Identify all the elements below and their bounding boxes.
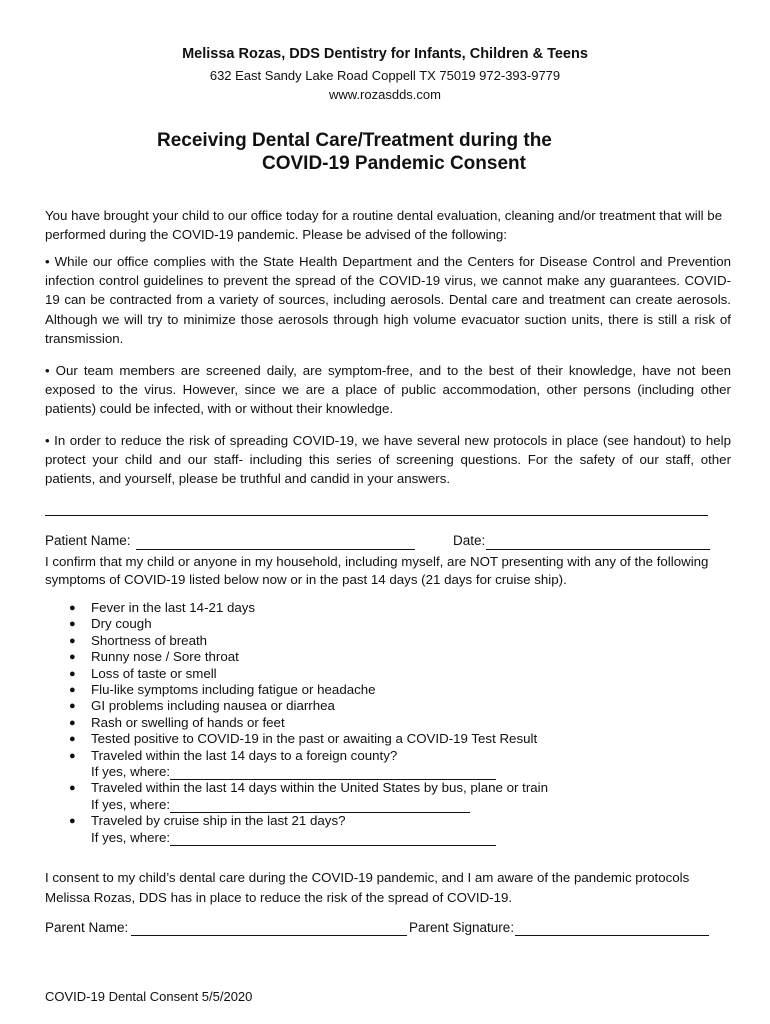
list-item: ● Flu-like symptoms including fatigue or headache [69, 682, 376, 698]
list-item: ● Dry cough [69, 616, 152, 632]
practice-website: www.rozasdds.com [329, 87, 441, 102]
date-field[interactable] [486, 549, 710, 550]
patient-name-field[interactable] [136, 549, 415, 550]
domestic-travel-where-row: If yes, where: [91, 797, 548, 813]
document-title-line-1: Receiving Dental Care/Treatment during the [157, 130, 552, 151]
list-item: ● Traveled within the last 14 days to a foreign county? If yes, where: [67, 748, 548, 781]
list-item: ● Shortness of breath [69, 632, 208, 648]
list-item: ● Loss of taste or smell [69, 665, 217, 681]
parent-name-label: Parent Name: [45, 920, 129, 935]
consent-statement: I consent to my child’s dental care during the COVID-19 pandemic, and I am aware of the pandemic protocols Melissa Rozas, DDS has in place to reduce the risk of the spread of COVID-19. [45, 870, 690, 905]
symptom-confirmation-text: I confirm that my child or anyone in my household, including myself, are NOT presenting with any of the following symptoms of COVID-19 listed below now or in the past 14 days (21 days for cruise ship). [45, 554, 709, 587]
bullet-icon: ● [69, 815, 76, 828]
bullet-icon: ● [69, 602, 76, 614]
list-item: ● Fever in the last 14-21 days [69, 600, 256, 615]
bullet-icon: ● [69, 618, 76, 631]
bullet-icon: ● [69, 700, 76, 713]
list-item: ● Runny nose / Sore throat [69, 649, 239, 665]
parent-signature-field[interactable] [515, 935, 709, 936]
bullet-icon: ● [69, 716, 76, 729]
bullet-icon: ● [69, 749, 76, 762]
cruise-travel-where-field[interactable] [170, 833, 496, 846]
bullet-icon: ● [69, 782, 76, 795]
bullet-icon: ● [69, 733, 76, 746]
policy-paragraph-team-screening: • Our team members are screened daily, are symptom-free, and to the best of their knowledge, have not been exposed to the virus. However, since we are a place of public accommodation, other persons (including other patients) could be infected, with or without their knowledge. [45, 363, 731, 417]
list-item: ● GI problems including nausea or diarrhea [69, 698, 335, 714]
parent-signature-label: Parent Signature: [409, 920, 515, 935]
list-item: ● Tested positive to COVID-19 in the past or awaiting a COVID-19 Test Result [69, 731, 538, 747]
document-footer: COVID-19 Dental Consent 5/5/2020 [45, 989, 253, 1004]
parent-name-field[interactable] [131, 935, 407, 936]
foreign-travel-where-field[interactable] [170, 767, 496, 780]
list-item: ● Traveled within the last 14 days within the United States by bus, plane or train If yes, where: [69, 780, 549, 812]
list-item: ● Rash or swelling of hands or feet [69, 714, 285, 730]
document-title-line-2: COVID-19 Pandemic Consent [262, 153, 526, 174]
foreign-travel-where-row: If yes, where: [91, 764, 548, 780]
bullet-icon: ● [69, 667, 76, 680]
domestic-travel-where-field[interactable] [170, 800, 470, 813]
date-label: Date: [453, 533, 486, 548]
intro-paragraph: You have brought your child to our office today for a routine dental evaluation, cleaning and/or treatment that will be performed during the COVID-19 pandemic. Please be advised of the following: [45, 208, 723, 243]
cruise-travel-where-row: If yes, where: [91, 830, 548, 846]
patient-name-label: Patient Name: [45, 533, 131, 548]
bullet-icon: ● [69, 651, 76, 664]
symptom-list [67, 600, 548, 846]
practice-name: Melissa Rozas, DDS Dentistry for Infants, Children & Teens [182, 46, 588, 62]
list-item: ● Traveled by cruise ship in the last 21 days? If yes, where: [67, 813, 548, 846]
policy-paragraph-protocols: • In order to reduce the risk of spreading COVID-19, we have several new protocols in place (see handout) to help protect your child and our staff- including this series of screening questions. For the safety of our staff, other patients, and yourself, please be truthful and candid in your answers. [45, 433, 731, 487]
bullet-icon: ● [69, 634, 76, 647]
section-divider [45, 515, 708, 516]
practice-address: 632 East Sandy Lake Road Coppell TX 75019 972-393-9779 [209, 68, 561, 83]
policy-paragraph-infection-control: • While our office complies with the State Health Department and the Centers for Disease Control and Prevention infection control guidelines to prevent the spread of the COVID-19 virus, we cannot make any guarantees. COVID-19 can be contracted from a variety of sources, including aerosols. Dental care and treatment can create aerosols. Although we will try to minimize those aerosols through high volume evacuator suction units, there is still a risk of transmission. [45, 254, 731, 346]
bullet-icon: ● [69, 684, 76, 697]
